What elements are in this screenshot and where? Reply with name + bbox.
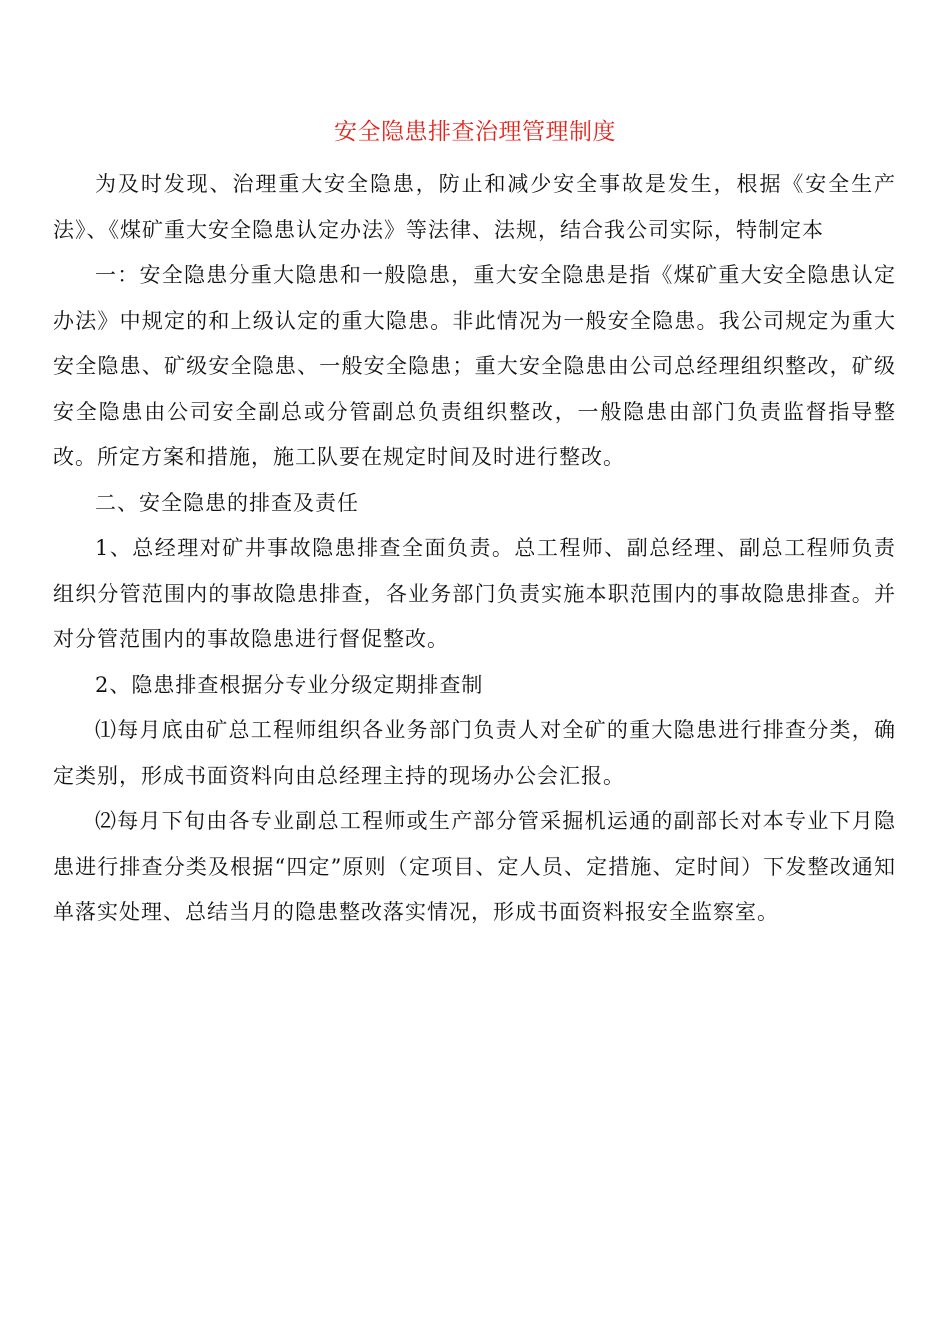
section-one-paragraph: 一：安全隐患分重大隐患和一般隐患，重大安全隐患是指《煤矿重大安全隐患认定办法》中规定的和上级认定的重大隐患。非此情况为一般安全隐患。我公司规定为重大安全隐患、矿级安全隐患、一般安全隐患；重大安全隐患由公司总经理组织整改，矿级安全隐患由公司安全副总或分管副总负责组织整改，一般隐患由部门负责监督指导整改。所定方案和措施，施工队要在规定时间及时进行整改。 xyxy=(53,263,896,469)
subitem-two-paragraph: ⑵每月下旬由各专业副总工程师或生产部分管采掘机运通的副部长对本专业下月隐患进行排查分类及根据“四定”原则（定项目、定人员、定措施、定时间）下发整改通知单落实处理、总结当月的隐患整改落实情况，形成书面资料报安全监察室。 xyxy=(53,809,896,924)
document-title: 安全隐患排查治理管理制度 xyxy=(334,119,616,145)
intro-paragraph: 为及时发现、治理重大安全隐患，防止和减少安全事故是发生，根据《安全生产法》、《煤矿重大安全隐患认定办法》等法律、法规，结合我公司实际，特制定本 xyxy=(53,172,896,242)
section-two-heading: 二、安全隐患的排查及责任 xyxy=(95,490,359,515)
subitem-one-paragraph: ⑴每月底由矿总工程师组织各业务部门负责人对全矿的重大隐患进行排查分类，确定类别，形成书面资料向由总经理主持的现场办公会汇报。 xyxy=(53,718,896,788)
document-body xyxy=(53,162,896,936)
item-two-heading: 2、隐患排查根据分专业分级定期排查制 xyxy=(95,672,484,697)
item-one-paragraph: 1、总经理对矿井事故隐患排查全面负责。总工程师、副总经理、副总工程师负责组织分管范围内的事故隐患排查，各业务部门负责实施本职范围内的事故隐患排查。并对分管范围内的事故隐患进行督促整改。 xyxy=(53,536,896,651)
